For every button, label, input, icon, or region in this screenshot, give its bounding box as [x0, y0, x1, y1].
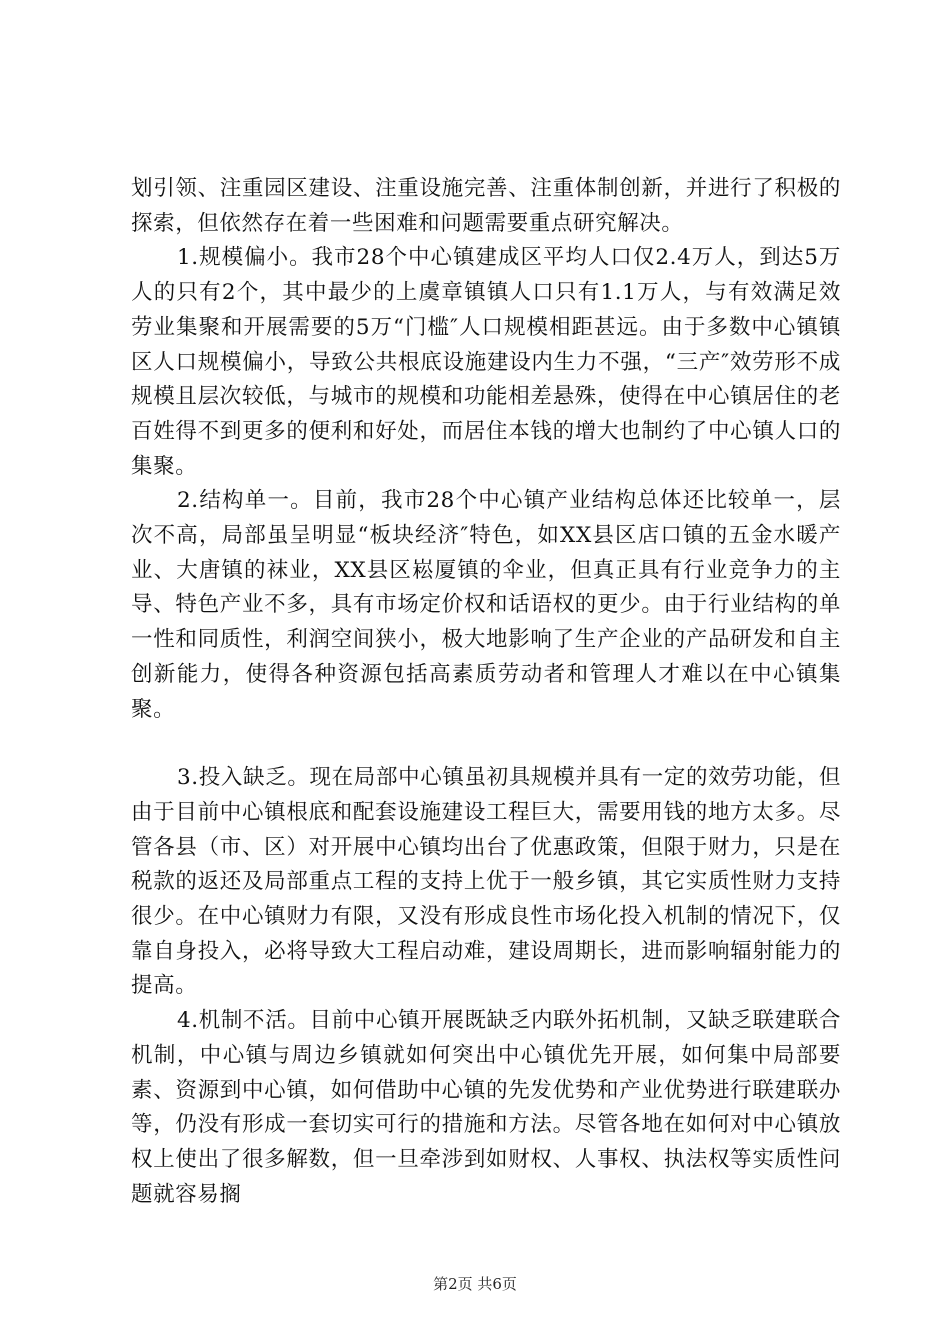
paragraph-mechanism-inflexible: 4.机制不活。目前中心镇开展既缺乏内联外拓机制，又缺乏联建联合机制，中心镇与周边乡镇就如何突出中心镇优先开展，如何集中局部要素、资源到中心镇，如何借助中心镇的先发优势和产业优势进行联建联办等，仍没有形成一套切实可行的措施和方法。尽管各地在如何对中心镇放权上使出了很多解数，但一旦牵涉到如财权、人事权、执法权等实质性问题就容易搁: [131, 1008, 841, 1207]
paragraph-investment-lacking: 3.投入缺乏。现在局部中心镇虽初具规模并具有一定的效劳功能，但由于目前中心镇根底和配套设施建设工程巨大，需要用钱的地方太多。尽管各县（市、区）对开展中心镇均出台了优惠政策，但限于财力，只是在税款的返还及局部重点工程的支持上优于一般乡镇，其它实质性财力支持很少。在中心镇财力有限，又没有形成良性市场化投入机制的情况下，仅靠自身投入，必将导致大工程启动难，建设周期长，进而影响辐射能力的提高。: [131, 765, 841, 999]
document-body: [131, 172, 841, 1212]
paragraph-scale-small: 1.规模偏小。我市28个中心镇建成区平均人口仅2.4万人，到达5万人的只有2个，其中最少的上虞章镇镇人口只有1.1万人，与有效满足效劳业集聚和开展需要的5万“门槛″人口规模相距甚远。由于多数中心镇镇区人口规模偏小，导致公共根底设施建设内生力不强，“三产″效劳形不成规模且层次较低，与城市的规模和功能相差悬殊，使得在中心镇居住的老百姓得不到更多的便利和好处，而居住本钱的增大也制约了中心镇人口的集聚。: [131, 245, 841, 479]
paragraph-continuation: 划引领、注重园区建设、注重设施完善、注重体制创新，并进行了积极的探索，但依然存在着一些困难和问题需要重点研究解决。: [131, 176, 841, 236]
paragraph-structure-single: 2.结构单一。目前，我市28个中心镇产业结构总体还比较单一，层次不高，局部虽呈明显“板块经济″特色，如XX县区店口镇的五金水暖产业、大唐镇的袜业，XX县区崧厦镇的伞业，但真正具有行业竞争力的主导、特色产业不多，具有市场定价权和话语权的更少。由于行业结构的单一性和同质性，利润空间狭小，极大地影响了生产企业的产品研发和自主创新能力，使得各种资源包括高素质劳动者和管理人才难以在中心镇集聚。: [131, 488, 842, 722]
page-number-footer: 第2页 共6页: [433, 1275, 517, 1293]
